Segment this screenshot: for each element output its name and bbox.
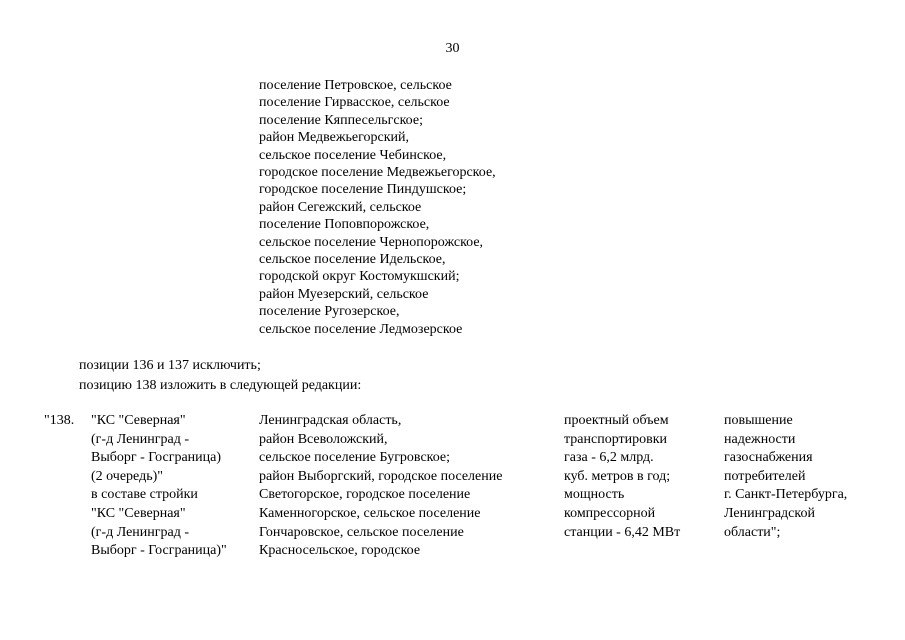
object-name-cell bbox=[91, 412, 227, 561]
text-line: район Выборгский, городское поселение bbox=[259, 468, 503, 484]
text-line: Красносельское, городское bbox=[259, 543, 421, 559]
text-line: район Сегежский, сельское bbox=[259, 199, 422, 215]
purpose-cell bbox=[724, 412, 847, 542]
settlements-list-continued bbox=[259, 77, 496, 338]
text-line: поселение Кяппесельгское; bbox=[259, 112, 423, 128]
text-line: городское поселение Пиндушское; bbox=[259, 182, 467, 198]
text-line: станции - 6,42 МВт bbox=[564, 524, 681, 540]
text-line: район Медвежьегорский, bbox=[259, 130, 410, 146]
text-line: поселение Петровское, сельское bbox=[259, 78, 452, 93]
text-line: повышение bbox=[724, 413, 793, 428]
amendment-instructions bbox=[79, 356, 361, 396]
text-line: сельское поселение Чернопорожское, bbox=[259, 234, 484, 250]
text-line: газа - 6,2 млрд. bbox=[564, 450, 654, 466]
text-line: надежности bbox=[724, 431, 796, 447]
text-line: проектный объем bbox=[564, 413, 669, 428]
text-line: "КС "Северная" bbox=[91, 505, 186, 521]
text-line: (г-д Ленинград - bbox=[91, 524, 190, 540]
page-number: 30 bbox=[445, 41, 460, 56]
text-line: "КС "Северная" bbox=[91, 413, 186, 428]
text-line: потребителей bbox=[724, 468, 806, 484]
text-line: газоснабжения bbox=[724, 450, 813, 466]
row-number: "138. bbox=[44, 413, 75, 428]
text-line: Ленинградской bbox=[724, 505, 815, 521]
text-line: сельское поселение Идельское, bbox=[259, 252, 446, 268]
text-line: Ленинградская область, bbox=[259, 413, 402, 428]
text-line: район Всеволожский, bbox=[259, 431, 388, 447]
parameters-cell bbox=[564, 412, 680, 542]
instruction-line: позиции 136 и 137 исключить; bbox=[79, 358, 261, 373]
text-line: (2 очередь)" bbox=[91, 468, 163, 484]
text-line: Выборг - Госграница) bbox=[91, 450, 222, 466]
text-line: Гончаровское, сельское поселение bbox=[259, 524, 464, 540]
text-line: Выборг - Госграница)" bbox=[91, 543, 227, 559]
text-line: поселение Гирвасское, сельское bbox=[259, 95, 450, 111]
location-cell bbox=[259, 412, 502, 561]
text-line: городское поселение Медвежьегорское, bbox=[259, 165, 496, 181]
text-line: поселение Ругозерское, bbox=[259, 304, 400, 320]
text-line: Каменногорское, сельское поселение bbox=[259, 505, 481, 521]
text-line: городской округ Костомукшский; bbox=[259, 269, 460, 285]
text-line: мощность bbox=[564, 487, 625, 503]
text-line: области"; bbox=[724, 524, 781, 540]
text-line: сельское поселение Чебинское, bbox=[259, 147, 447, 163]
text-line: сельское поселение Бугровское; bbox=[259, 450, 451, 466]
text-line: (г-д Ленинград - bbox=[91, 431, 190, 447]
text-line: в составе стройки bbox=[91, 487, 198, 503]
text-line: куб. метров в год; bbox=[564, 468, 671, 484]
text-line: г. Санкт-Петербурга, bbox=[724, 487, 848, 503]
text-line: компрессорной bbox=[564, 505, 656, 521]
instruction-line: позицию 138 изложить в следующей редакции: bbox=[79, 378, 362, 393]
text-line: Светогорское, городское поселение bbox=[259, 487, 471, 503]
text-line: район Муезерский, сельское bbox=[259, 286, 429, 302]
text-line: сельское поселение Ледмозерское bbox=[259, 321, 463, 337]
text-line: поселение Поповпорожское, bbox=[259, 217, 430, 233]
text-line: транспортировки bbox=[564, 431, 668, 447]
row-number-cell bbox=[44, 412, 74, 431]
